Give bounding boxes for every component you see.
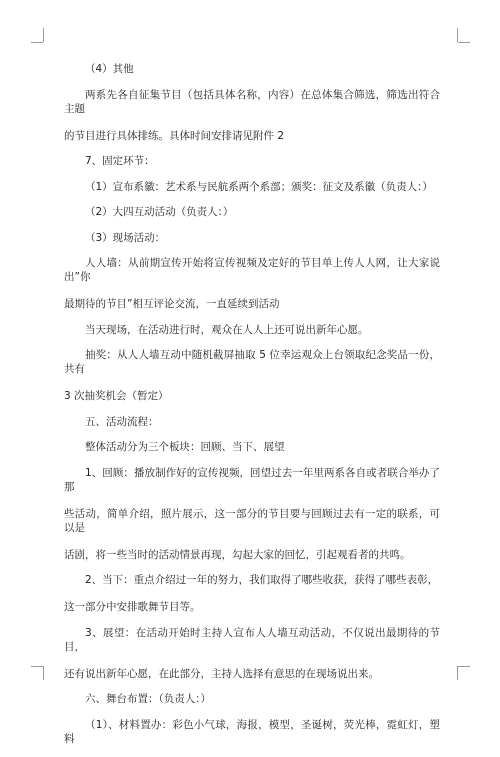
paragraph — [64, 573, 440, 614]
paragraph-line: （4）其他 — [85, 63, 134, 75]
paragraph — [64, 256, 440, 311]
paragraph-line: 最期待的节目”相互评论交流，一直延续到活动 — [64, 298, 280, 310]
paragraph — [64, 88, 440, 143]
crop-mark-top-left — [31, 42, 43, 43]
crop-mark-bottom-right-v — [457, 666, 458, 680]
paragraph — [64, 718, 440, 746]
paragraph — [64, 348, 440, 403]
paragraph — [64, 323, 440, 337]
paragraph — [64, 440, 440, 454]
paragraph — [64, 154, 440, 168]
paragraph-line: 3 次抽奖机会（暂定） — [64, 390, 169, 402]
paragraph-line: 整体活动分为三个板块：回顾、当下、展望 — [85, 441, 285, 453]
paragraph — [64, 180, 440, 194]
paragraph-line: 这一部分中安排歌舞节目等。 — [64, 601, 201, 613]
paragraph-line: 五、活动流程： — [85, 415, 159, 428]
paragraph-line: （3）现场活动： — [85, 231, 166, 244]
crop-mark-top-right-v — [457, 28, 458, 42]
paragraph-line: 话剧，将一些当时的活动情景再现，勾起大家的回忆，引起观看者的共鸣。 — [64, 548, 411, 561]
paragraph — [64, 692, 440, 706]
paragraph-line: 些活动，简单介绍，照片展示，这一部分的节目要与回顾过去有一定的联系，可以是 — [64, 507, 440, 534]
paragraph-line: 人人墙：从前期宣传开始将宣传视频及定好的节目单上传人人网，让大家说出”你 — [64, 257, 440, 283]
paragraph-line: 两系先各自征集节目（包括具体名称，内容）在总体集合筛选，筛选出符合主题 — [64, 88, 440, 115]
crop-mark-top-left-v — [43, 28, 44, 42]
paragraph-line: （2）大四互动活动（负责人：） — [85, 206, 234, 218]
paragraph-line: 六、舞台布置：（负责人：） — [85, 693, 211, 705]
paragraph-line: 当天现场，在活动进行时，观众在人人上还可说出新年心愿。 — [85, 323, 369, 336]
paragraph — [64, 231, 440, 245]
document-body — [64, 62, 440, 757]
paragraph — [64, 415, 440, 429]
paragraph-line: 3、展望：在活动开始时主持人宣布人人墙互动活动，不仅说出最期待的节目， — [64, 626, 440, 653]
paragraph-line: （1）宣布系徽：艺术系与民航系两个系部；颁奖：征文及系徽（负责人：） — [85, 180, 433, 193]
crop-mark-bottom-left-v — [43, 666, 44, 680]
paragraph-line: 1、回顾：播放制作好的宣传视频，回望过去一年里两系各自或者联合举办了那 — [64, 466, 440, 493]
crop-mark-top-right — [458, 42, 470, 43]
paragraph — [64, 62, 440, 76]
paragraph-line: （1）、材料置办：彩色小气球，海报，模型，圣诞树，荧光棒，霓虹灯，塑料 — [64, 718, 440, 745]
crop-mark-bottom-right — [458, 666, 470, 667]
paragraph-line: 7、固定环节： — [85, 155, 155, 167]
paragraph-line: 的节目进行具体排练。具体时间安排请见附件 2 — [64, 129, 285, 142]
paragraph — [64, 466, 440, 562]
paragraph — [64, 205, 440, 219]
paragraph-line: 还有说出新年心愿，在此部分，主持人选择有意思的在现场说出来。 — [64, 667, 379, 680]
paragraph — [64, 626, 440, 681]
paragraph-line: 抽奖：从人人墙互动中随机截屏抽取 5 位幸运观众上台领取纪念奖品一份，共有 — [64, 349, 440, 375]
crop-mark-bottom-left — [31, 666, 43, 667]
paragraph-line: 2、当下：重点介绍过一年的努力，我们取得了哪些收获，获得了哪些表彰， — [85, 574, 439, 586]
